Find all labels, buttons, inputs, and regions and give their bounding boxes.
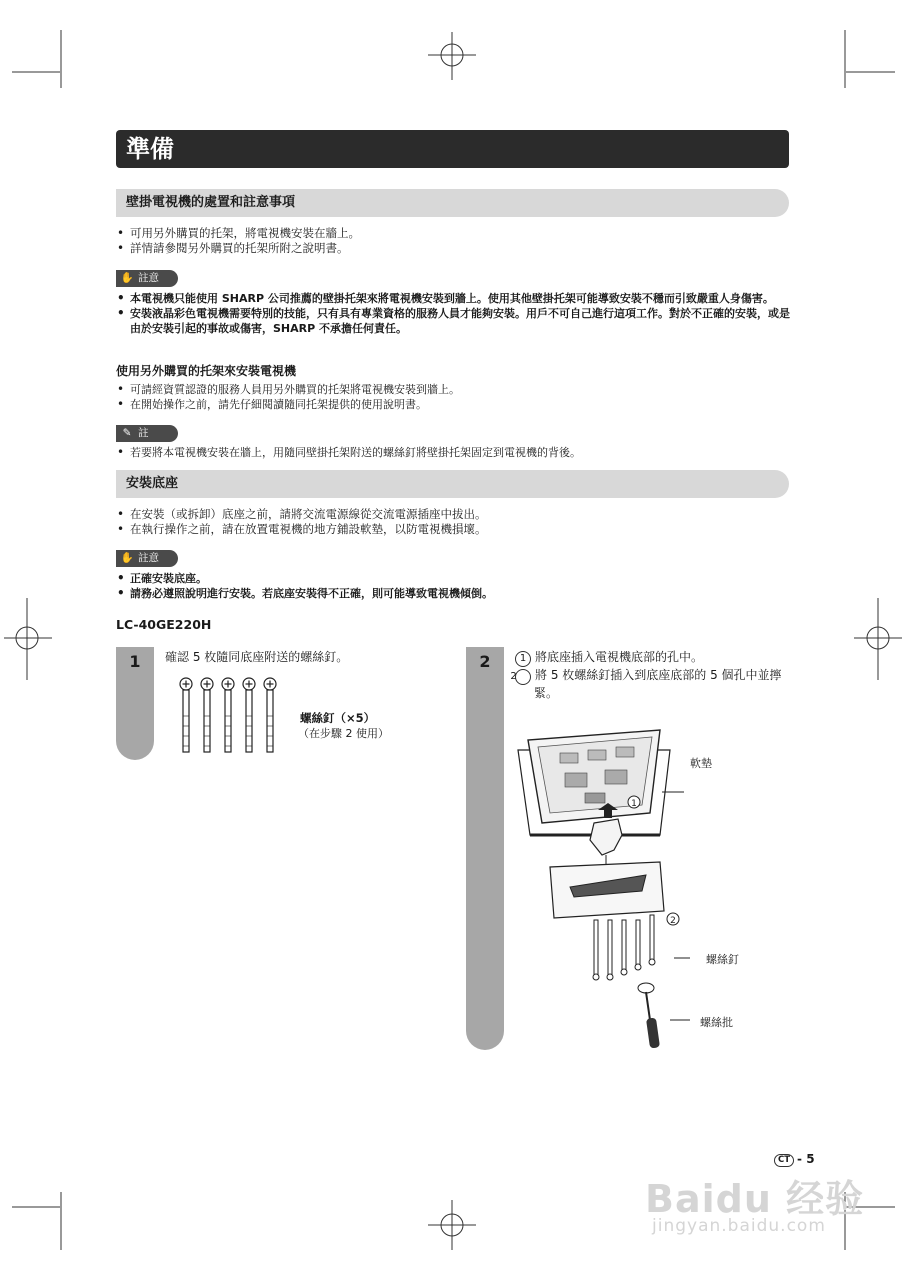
callout-1: 1 <box>631 799 637 809</box>
list-item: • 請務必遵照說明進行安裝。若底座安裝得不正確，則可能導致電視機傾倒。 <box>116 586 786 601</box>
soft-mat-label: 軟墊 <box>690 757 712 770</box>
step-1-number: 1 <box>129 652 141 671</box>
hand-caution-icon: ✋ <box>120 272 134 284</box>
step-2-strip <box>466 647 504 1050</box>
list-item: • 若要將本電視機安裝在牆上，用隨同壁掛托架附送的螺絲釘將壁掛托架固定到電視機的背後。 <box>116 445 786 460</box>
step-2-item-1 <box>515 649 790 667</box>
pencil-note-icon: ✎ <box>122 427 132 439</box>
sub-bullets <box>116 382 786 412</box>
screwdriver-label: 螺絲批 <box>700 1016 733 1029</box>
list-item: • 本電視機只能使用 SHARP 公司推薦的壁掛托架來將電視機安裝到牆上。使用其他壁掛托架可能導致安裝不穩而引致嚴重人身傷害。 <box>116 291 791 306</box>
hand-caution-icon: ✋ <box>120 552 134 564</box>
step-2-item-2-text: 將 5 枚螺絲釘插入到底座底部的 5 個孔中並擰緊。 <box>534 668 782 700</box>
note-list <box>116 445 786 460</box>
step-1-text: 確認 5 枚隨同底座附送的螺絲釘。 <box>165 650 349 664</box>
list-item: • 在執行操作之前，請在放置電視機的地方鋪設軟墊，以防電視機損壞。 <box>116 522 786 537</box>
page-number-area <box>774 1152 815 1167</box>
step-2-item-2 <box>510 667 790 701</box>
caution-badge <box>116 270 178 287</box>
wall-mount-caution-list <box>116 291 791 336</box>
wall-mount-bullets <box>116 226 786 256</box>
sub-heading: 使用另外購買的托架來安裝電視機 <box>116 364 297 378</box>
circled-number: 2 <box>515 669 531 685</box>
watermark-url: jingyan.baidu.com <box>652 1216 826 1236</box>
screw-label: 螺絲釘（×5） <box>300 711 376 725</box>
watermark-logo: Baidu 经验 <box>645 1177 865 1221</box>
stand-caution-list <box>116 571 786 601</box>
section-title-wall-mount: 壁掛電視機的處置和註意事項 <box>116 189 789 217</box>
list-item: • 可請經資質認證的服務人員用另外購買的托架將電視機安裝到牆上。 <box>116 382 786 397</box>
caution-badge <box>116 550 178 567</box>
language-badge: CT <box>774 1154 794 1167</box>
step-2-number: 2 <box>479 652 491 671</box>
list-item: • 正確安裝底座。 <box>116 571 786 586</box>
note-badge <box>116 425 178 442</box>
screw-label-step2: 螺絲釘 <box>706 953 739 966</box>
circled-number: 1 <box>515 651 531 667</box>
model-number: LC-40GE220H <box>116 617 212 632</box>
section-title-stand: 安裝底座 <box>116 470 789 498</box>
step-2-item-1-text: 將底座插入電視機底部的孔中。 <box>535 650 704 664</box>
note-label: 註 <box>138 427 149 439</box>
list-item: • 詳情請參閱另外購買的托架所附之說明書。 <box>116 241 786 256</box>
list-item: • 可用另外購買的托架，將電視機安裝在牆上。 <box>116 226 786 241</box>
stand-bullets <box>116 507 786 537</box>
list-item: • 在安裝（或拆卸）底座之前，請將交流電源線從交流電源插座中拔出。 <box>116 507 786 522</box>
caution-label: 註意 <box>138 272 159 284</box>
stand-installation-illustration <box>510 715 690 1055</box>
page-separator: - <box>797 1152 803 1166</box>
list-item: • 在開始操作之前，請先仔細閱讀隨同托架提供的使用說明書。 <box>116 397 786 412</box>
screw-note: （在步驟 2 使用） <box>298 727 389 740</box>
callout-2: 2 <box>670 916 676 926</box>
caution-label: 註意 <box>138 552 159 564</box>
screws-illustration <box>176 676 286 756</box>
page-number: 5 <box>806 1152 815 1166</box>
list-item: • 安裝液晶彩色電視機需要特別的技能，只有具有專業資格的服務人員才能夠安裝。用戶不可自己進行這項工作。對於不正確的安裝，或是由於安裝引起的事故或傷害，SHARP 不承擔任何責任。 <box>116 306 791 336</box>
chapter-title: 準備 <box>116 130 789 168</box>
